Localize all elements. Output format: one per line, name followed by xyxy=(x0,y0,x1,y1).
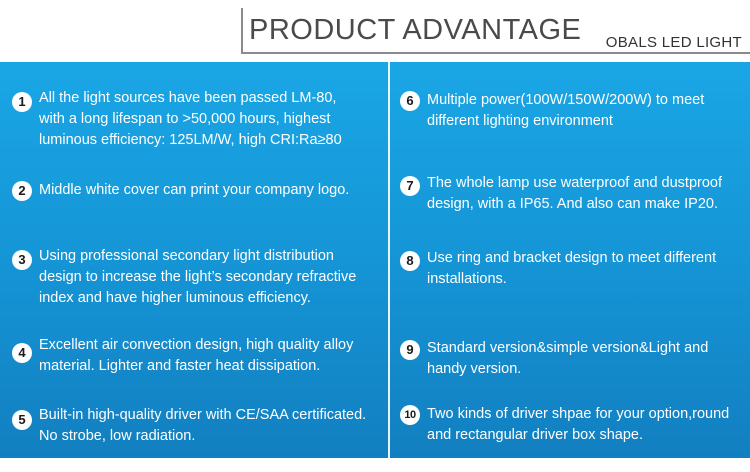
number-badge: 2 xyxy=(12,181,32,201)
number-badge: 5 xyxy=(12,410,32,430)
number-badge: 3 xyxy=(12,250,32,270)
item-line: Using professional secondary light distribution xyxy=(39,248,334,264)
title-frame xyxy=(241,8,582,54)
number-badge: 9 xyxy=(400,340,420,360)
page-title: PRODUCT ADVANTAGE xyxy=(249,14,582,46)
brand-name: OBALS LED LIGHT xyxy=(605,34,742,51)
item-line: Middle white cover can print your company logo. xyxy=(39,182,350,198)
item-line: design, with a IP65. And also can make IP20. xyxy=(427,196,718,212)
item-line: Use ring and bracket design to meet different xyxy=(427,250,717,266)
item-line: different lighting environment xyxy=(427,113,613,129)
item-line: material. Lighter and faster heat dissipation. xyxy=(39,358,321,374)
item-line: with a long lifespan to >50,000 hours, highest xyxy=(39,111,331,127)
item-line: Built-in high-quality driver with CE/SAA certificated. xyxy=(39,407,367,423)
number-badge: 6 xyxy=(400,91,420,111)
item-line: Standard version&simple version&Light and xyxy=(427,340,709,356)
item-line: Multiple power(100W/150W/200W) to meet xyxy=(427,92,705,108)
item-line: design to increase the light’s secondary refractive xyxy=(39,269,357,285)
column-divider xyxy=(388,62,390,458)
item-line: The whole lamp use waterproof and dustproof xyxy=(427,175,723,191)
item-line: installations. xyxy=(427,271,507,287)
item-line: Two kinds of driver shpae for your option,round xyxy=(427,406,730,422)
item-line: index and have higher luminous efficiency. xyxy=(39,290,311,306)
number-badge: 1 xyxy=(12,92,32,112)
item-line: luminous efficiency: 125LM/W, high CRI:Ra≥80 xyxy=(39,132,342,148)
footer-strip xyxy=(0,458,750,472)
item-line: All the light sources have been passed LM-80, xyxy=(39,90,337,106)
header xyxy=(0,0,750,62)
item-line: No strobe, low radiation. xyxy=(39,428,196,444)
header-rule xyxy=(521,52,750,54)
number-badge: 7 xyxy=(400,176,420,196)
number-badge: 10 xyxy=(400,405,420,425)
item-line: Excellent air convection design, high quality alloy xyxy=(39,337,354,353)
number-badge: 4 xyxy=(12,343,32,363)
item-line: handy version. xyxy=(427,361,522,377)
item-line: and rectangular driver box shape. xyxy=(427,427,644,443)
number-badge: 8 xyxy=(400,251,420,271)
